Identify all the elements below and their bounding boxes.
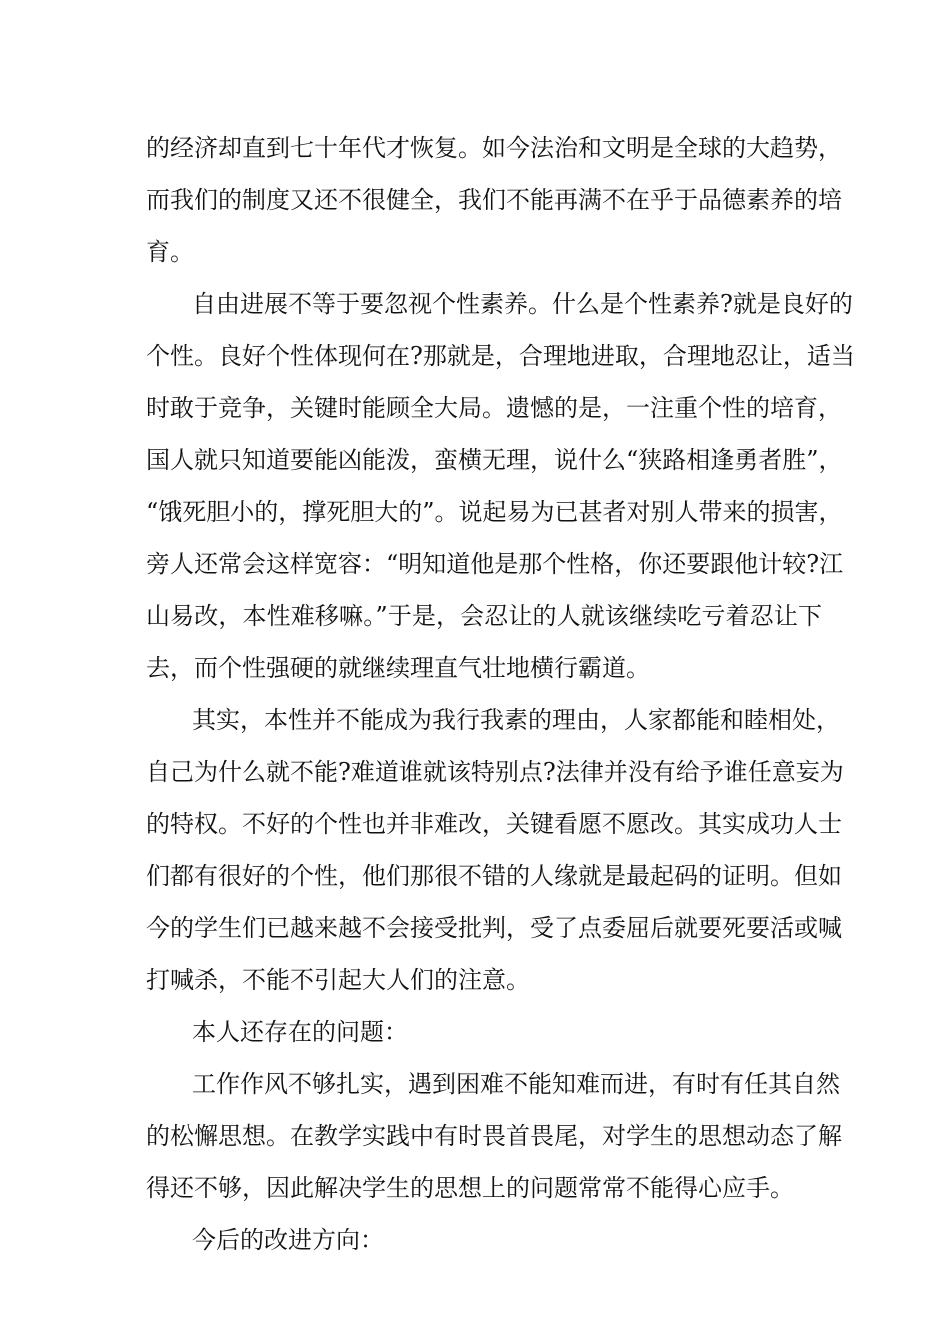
document-body <box>146 122 855 1266</box>
text-line: 个性。良好个性体现何在?那就是，合理地进取，合理地忍让，适当 <box>146 342 855 370</box>
text-line: 旁人还常会这样宽容：“明知道他是那个性格，你还要跟他计较?江 <box>146 550 844 578</box>
text-line: 去，而个性强硬的就继续理直气壮地横行霸道。 <box>146 654 650 682</box>
text-line: 今的学生们已越来越不会接受批判，受了点委屈后就要死要活或喊 <box>146 914 842 942</box>
section-heading: 今后的改进方向： <box>192 1226 384 1254</box>
paragraph-first-line: 其实，本性并不能成为我行我素的理由，人家都能和睦相处， <box>192 706 840 734</box>
section-heading: 本人还存在的问题： <box>192 1018 408 1046</box>
text-line: 而我们的制度又还不很健全，我们不能再满不在乎于品德素养的培 <box>146 186 842 214</box>
paragraph-first-line: 自由进展不等于要忽视个性素养。什么是个性素养?就是良好的 <box>192 290 853 318</box>
text-line: 得还不够，因此解决学生的思想上的问题常常不能得心应手。 <box>146 1174 794 1202</box>
text-line: 的经济却直到七十年代才恢复。如今法治和文明是全球的大趋势， <box>146 134 842 162</box>
paragraph-first-line: 工作作风不够扎实，遇到困难不能知难而进，有时有任其自然 <box>192 1070 840 1098</box>
text-line: 打喊杀，不能不引起大人们的注意。 <box>146 966 530 994</box>
text-line: 育。 <box>146 238 194 266</box>
text-line: 的特权。不好的个性也并非难改，关键看愿不愿改。其实成功人士 <box>146 810 842 838</box>
text-line: 自己为什么就不能?难道谁就该特别点?法律并没有给予谁任意妄为 <box>146 758 844 786</box>
text-line: 国人就只知道要能凶能泼，蛮横无理，说什么“狭路相逢勇者胜”， <box>146 446 843 474</box>
text-line: “饿死胆小的，撑死胆大的”。说起易为已甚者对别人带来的损害， <box>146 498 843 526</box>
text-line: 们都有很好的个性，他们那很不错的人缘就是最起码的证明。但如 <box>146 862 842 890</box>
text-line: 山易改，本性难移嘛。”于是，会忍让的人就该继续吃亏着忍让下 <box>146 602 822 630</box>
text-line: 时敢于竞争，关键时能顾全大局。遗憾的是，一注重个性的培育， <box>146 394 842 422</box>
text-line: 的松懈思想。在教学实践中有时畏首畏尾，对学生的思想动态了解 <box>146 1122 842 1150</box>
